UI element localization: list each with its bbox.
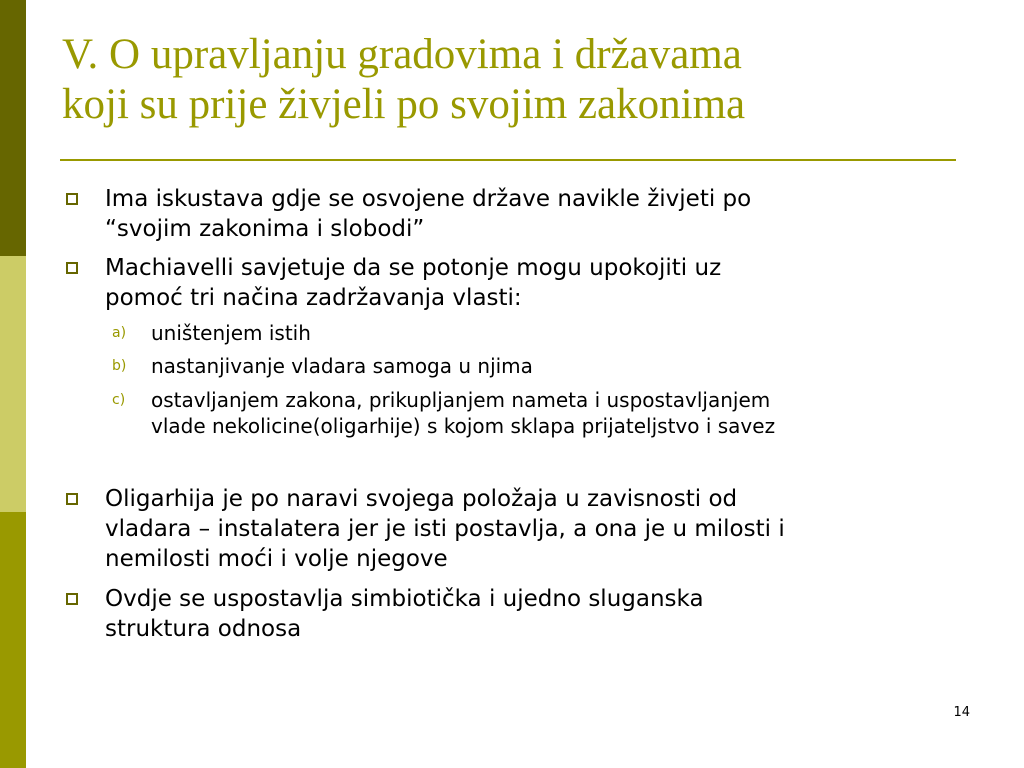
bullet-text: Machiavelli savjetuje da se potonje mogu upokojiti uz pomoć tri načina zadržavanja vlasti:	[105, 255, 722, 311]
sub-item-marker: c)	[112, 392, 126, 408]
sub-item-marker: b)	[112, 358, 127, 374]
sub-item-text: nastanjivanje vladara samoga u njima	[151, 354, 533, 378]
left-stripe-top	[0, 0, 26, 256]
bullet-text: Ovdje se uspostavlja simbiotička i ujedno sluganska struktura odnosa	[105, 586, 704, 642]
square-bullet-icon	[66, 193, 78, 205]
sub-item-marker: a)	[112, 325, 127, 341]
title-underline	[60, 159, 956, 161]
square-bullet-icon	[66, 262, 78, 274]
square-bullet-icon	[66, 493, 78, 505]
title-line-2: koji su prije živjeli po svojim zakonima	[62, 81, 746, 128]
slide-title	[62, 30, 962, 130]
sub-item-text: ostavljanjem zakona, prikupljanjem nameta i uspostavljanjem vlade nekolicine(oligarhije) s kojom sklapa prijateljstvo i savez	[151, 388, 776, 438]
title-line-1: V. O upravljanju gradovima i državama	[62, 31, 742, 78]
bullet-text: Ima iskustava gdje se osvojene države navikle živjeti po “svojim zakonima i slobodi”	[105, 186, 752, 242]
left-stripe-bottom	[0, 512, 26, 768]
bullet-text: Oligarhija je po naravi svojega položaja u zavisnosti od vladara – instalatera jer je isti postavlja, a ona je u milosti i nemilosti moći i volje njegove	[105, 486, 785, 572]
left-stripe-middle	[0, 256, 26, 512]
square-bullet-icon	[66, 593, 78, 605]
page-number: 14	[953, 705, 970, 720]
sub-item-text: uništenjem istih	[151, 321, 311, 345]
